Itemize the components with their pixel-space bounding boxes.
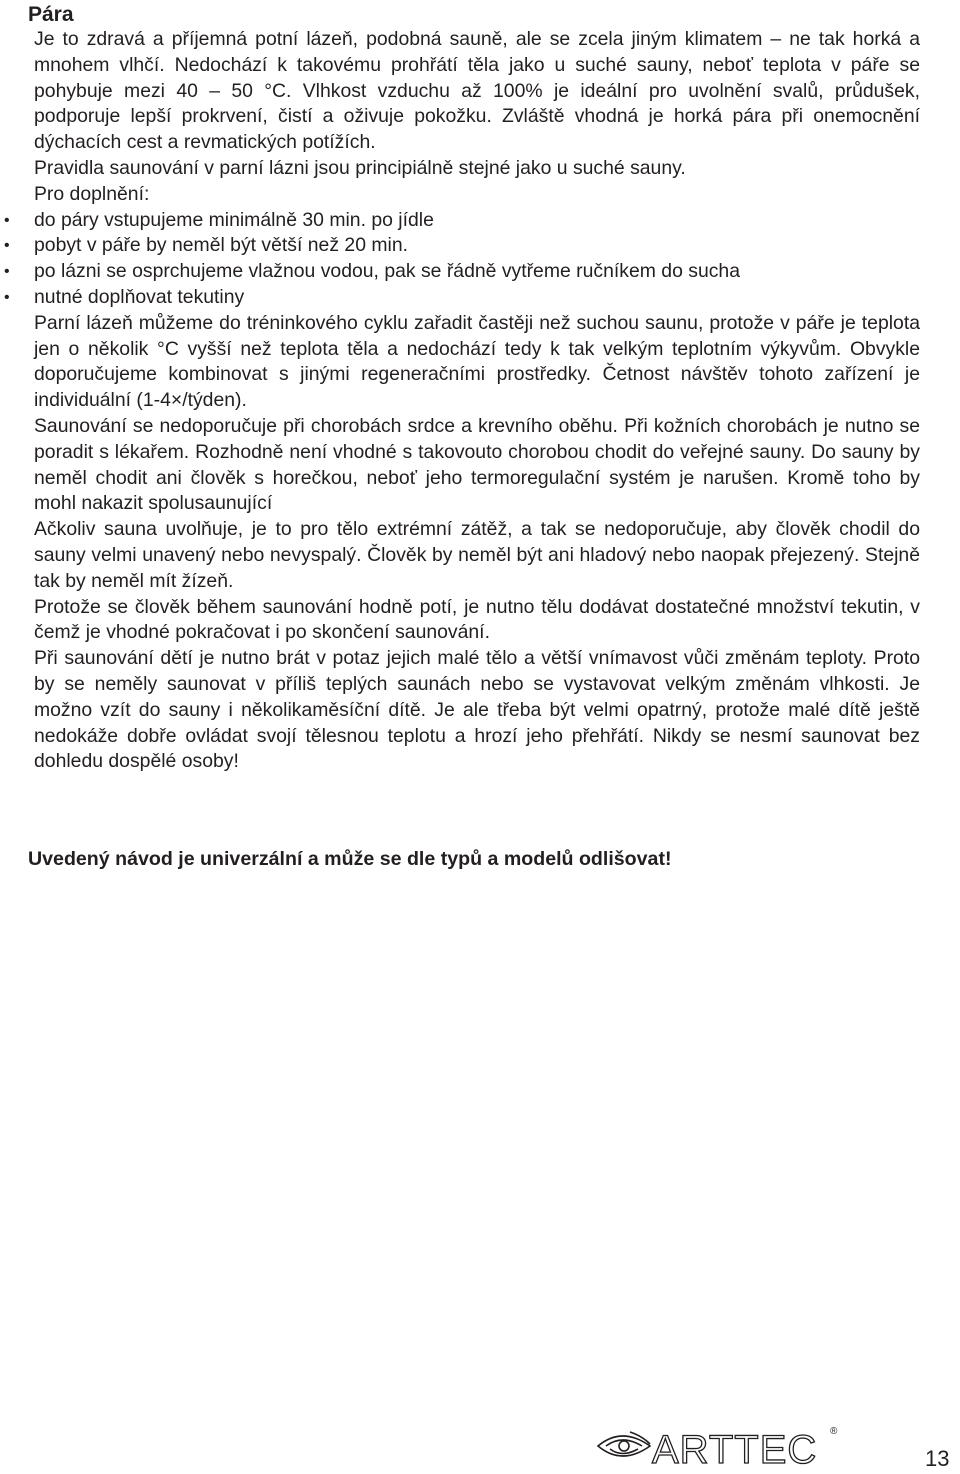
section-title: Pára	[28, 3, 74, 26]
page-number: 13	[925, 1446, 950, 1471]
addendum-label: Pro doplnění:	[34, 182, 150, 205]
eye-icon	[598, 1432, 650, 1456]
registered-mark: ®	[830, 1426, 838, 1437]
list-item: • pobyt v páře by neměl být větší než 20 min.	[34, 233, 920, 259]
section-body	[34, 27, 920, 775]
hydration-paragraph: Protože se člověk během saunování hodně potí, je nutno tělu dodávat dostatečné množství tekutin, v čemž je vhodné pokračovat i po skončení saunování.	[34, 595, 920, 644]
rules-paragraph: Pravidla saunování v parní lázni jsou principiálně stejné jako u suché sauny.	[34, 156, 686, 179]
training-paragraph: Parní lázeň můžeme do tréninkového cyklu zařadit častěji než suchou saunu, protože v páře je teplota jen o několik °C vyšší než teplota těla a nedochází tedy k tak velkým teplotním výkyvům. Obvykle doporučujeme kombinovat s jinými regeneračními prostředky. Četnost návštěv tohoto zařízení je individuální (1-4×/týden).	[34, 311, 920, 412]
list-item: • po lázni se osprchujeme vlažnou vodou, pak se řádně vytřeme ručníkem do sucha	[34, 259, 920, 285]
tips-list	[34, 208, 920, 311]
health-warning-paragraph: Saunování se nedoporučuje při chorobách srdce a krevního oběhu. Při kožních chorobách je nutno se poradit s lékařem. Rozhodně není vhodné s takovouto chorobou chodit do veřejné sauny. Do sauny by neměl chodit ani člověk s horečkou, neboť jeho termoregulační systém je narušen. Kromě toho by mohl nakazit spolusaunující	[34, 414, 920, 515]
intro-paragraph: Je to zdravá a příjemná potní lázeň, podobná sauně, ale se zcela jiným klimatem – ne tak horká a mnohem vlhčí. Nedochází k takovému prohřátí těla jako u suché sauny, neboť teplota v páře se pohybuje mezi 40 – 50 °C. Vlhkost vzduchu až 100% je ideální pro uvolnění svalů, průdušek, podporuje lepší prokrvení, čistí a oživuje pokožku. Zvláště vhodná je horká pára při onemocnění dýchacích cest a revmatických potížích.	[34, 28, 920, 154]
list-item: • do páry vstupujeme minimálně 30 min. po jídle	[34, 208, 920, 234]
list-item: • nutné doplňovat tekutiny	[34, 285, 920, 311]
arttec-logo	[596, 1422, 842, 1472]
brand-wordmark: ARTTEC	[652, 1428, 818, 1472]
fatigue-paragraph: Ačkoliv sauna uvolňuje, je to pro tělo extrémní zátěž, a tak se nedoporučuje, aby člověk chodil do sauny velmi unavený nebo nevyspalý. Člověk by neměl být ani hladový nebo naopak přejezený. Stejně tak by neměl mít žízeň.	[34, 518, 920, 592]
children-paragraph: Při saunování dětí je nutno brát v potaz jejich malé tělo a větší vnímavost vůči změnám teploty. Proto by se neměly saunovat v příliš teplých saunách nebo se vystavovat velkým změnám vlhkosti. Je možno vzít do sauny i několikaměsíční dítě. Je ale třeba být velmi opatrný, protože malé dítě ještě nedokáže dobře ovládat svojí tělesnou teplotu a hrozí jeho přehřátí. Nikdy se nesmí saunovat bez dohledu dospělé osoby!	[34, 647, 920, 773]
disclaimer-note: Uvedený návod je univerzální a může se dle typů a modelů odlišovat!	[28, 848, 672, 870]
